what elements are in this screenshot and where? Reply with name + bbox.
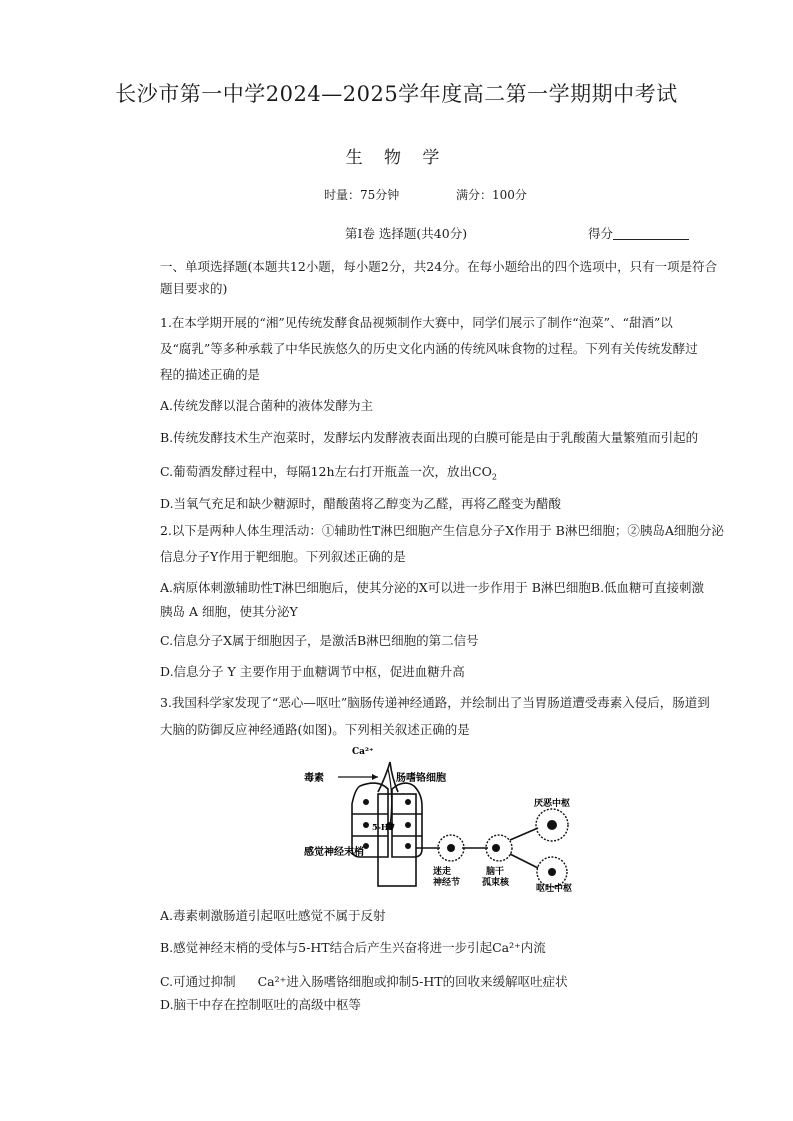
q1-stem-line3: 程的描述正确的是 <box>160 367 261 382</box>
ec-cell-body <box>378 762 390 792</box>
q3-option-c-part2: Ca²⁺进入肠嗜铬细胞或抑制5-HT的回收来缓解呕吐症状 <box>257 974 568 989</box>
nucleus-dot <box>405 799 411 805</box>
q1-option-c <box>160 462 497 482</box>
neural-pathway-figure <box>300 744 590 892</box>
exam-full-score: 满分：100分 <box>456 188 527 202</box>
nucleus-dot <box>363 822 369 828</box>
subject-title: 生 物 学 <box>345 148 448 168</box>
disgust-center-label: 厌恶中枢 <box>534 799 571 809</box>
q1-option-c-subscript: 2 <box>491 472 497 482</box>
ca-label: Ca²⁺ <box>352 747 374 757</box>
q2-stem-line1: 2.以下是两种人体生理活动：①辅助性T淋巴细胞产生信息分子X作用于 B淋巴细胞；②胰岛A细胞分泌 <box>160 523 724 538</box>
brainstem-dot <box>492 844 500 852</box>
q3-option-a: A.毒素刺激肠道引起呕吐感觉不属于反射 <box>160 908 386 923</box>
q1-option-a: A.传统发酵以混合菌种的液体发酵为主 <box>160 398 374 413</box>
q3-option-c-part1: C.可通过抑制 <box>160 974 236 989</box>
toxin-arrowhead <box>372 774 378 780</box>
q2-option-ab-line2: 胰岛 A 细胞，使其分泌Y <box>160 604 298 619</box>
q3-stem-line2: 大脑的防御反应神经通路(如图)。下列相关叙述正确的是 <box>160 722 470 737</box>
q2-option-d: D.信息分子 Y 主要作用于血糖调节中枢，促进血糖升高 <box>160 664 465 679</box>
sensory-ending-label: 感觉神经末梢 <box>304 847 364 858</box>
5ht-label: 5-HT <box>372 822 395 832</box>
q1-option-c-text: C.葡萄酒发酵过程中，每隔12h左右打开瓶盖一次，放出CO <box>160 464 492 479</box>
ec-cell-label: 肠嗜铬细胞 <box>396 773 446 784</box>
q2-option-c: C.信息分子X属于细胞因子，是激活B淋巴细胞的第二信号 <box>160 633 479 648</box>
nucleus-dot <box>405 843 411 849</box>
gut-outline <box>378 794 416 886</box>
q3-option-b: B.感觉神经末梢的受体与5-HT结合后产生兴奋将进一步引起Ca²⁺内流 <box>160 940 546 955</box>
q2-option-ab-line1: A.病原体刺激辅助性T淋巴细胞后，使其分泌的X可以进一步作用于 B淋巴细胞B.低血糖可直接刺激 <box>160 580 705 595</box>
score-label: 得分 <box>588 226 614 241</box>
q1-stem-line2: 及“腐乳”等多种承载了中华民族悠久的历史文化内涵的传统风味食物的过程。下列有关传统发酵过 <box>160 341 698 356</box>
q3-option-d: D.脑干中存在控制呕吐的高级中枢等 <box>160 997 362 1012</box>
section-heading: 第Ⅰ卷 选择题(共40分) <box>345 226 468 241</box>
score-field <box>588 224 689 242</box>
nucleus-dot <box>363 799 369 805</box>
q2-stem-line2: 信息分子Y作用于靶细胞。下列叙述正确的是 <box>160 549 406 564</box>
exam-title: 长沙市第一中学2024—2025学年度高二第一学期期中考试 <box>115 82 678 106</box>
vagus-label-2: 神经节 <box>433 878 461 888</box>
vomit-center-label: 呕吐中枢 <box>536 884 573 892</box>
brainstem-label-2: 孤束核 <box>482 878 510 888</box>
exam-time: 时量：75分钟 <box>324 188 400 202</box>
pathway-lines <box>416 828 538 868</box>
disgust-center-dot <box>547 820 557 830</box>
vagus-ganglion-dot <box>447 844 455 852</box>
q1-option-b: B.传统发酵技术生产泡菜时，发酵坛内发酵液表面出现的白膜可能是由于乳酸菌大量繁殖而引起的 <box>160 430 699 445</box>
q1-stem-line1: 1.在本学期开展的“湘”见传统发酵食品视频制作大赛中，同学们展示了制作“泡菜”、“甜酒”以 <box>160 315 673 330</box>
vagus-label-1: 迷走 <box>433 867 452 877</box>
nucleus-dot <box>405 822 411 828</box>
part1-heading-line1: 一、单项选择题(本题共12小题，每小题2分，共24分。在每小题给出的四个选项中，只有一项是符合 <box>160 259 718 274</box>
q3-stem-line1: 3.我国科学家发现了“恶心—呕吐”脑肠传递神经通路，并绘制出了当胃肠道遭受毒素入侵后，肠道到 <box>160 695 710 710</box>
toxin-label: 毒素 <box>304 773 324 784</box>
brainstem-label-1: 脑干 <box>486 867 505 877</box>
vomit-center-dot <box>548 868 556 876</box>
score-blank <box>613 226 689 240</box>
q1-option-d: D.当氧气充足和缺少糖源时，醋酸菌将乙醇变为乙醛，再将乙醛变为醋酸 <box>160 496 562 511</box>
q3-option-c <box>160 972 568 990</box>
part1-heading-line2: 题目要求的) <box>160 281 228 296</box>
